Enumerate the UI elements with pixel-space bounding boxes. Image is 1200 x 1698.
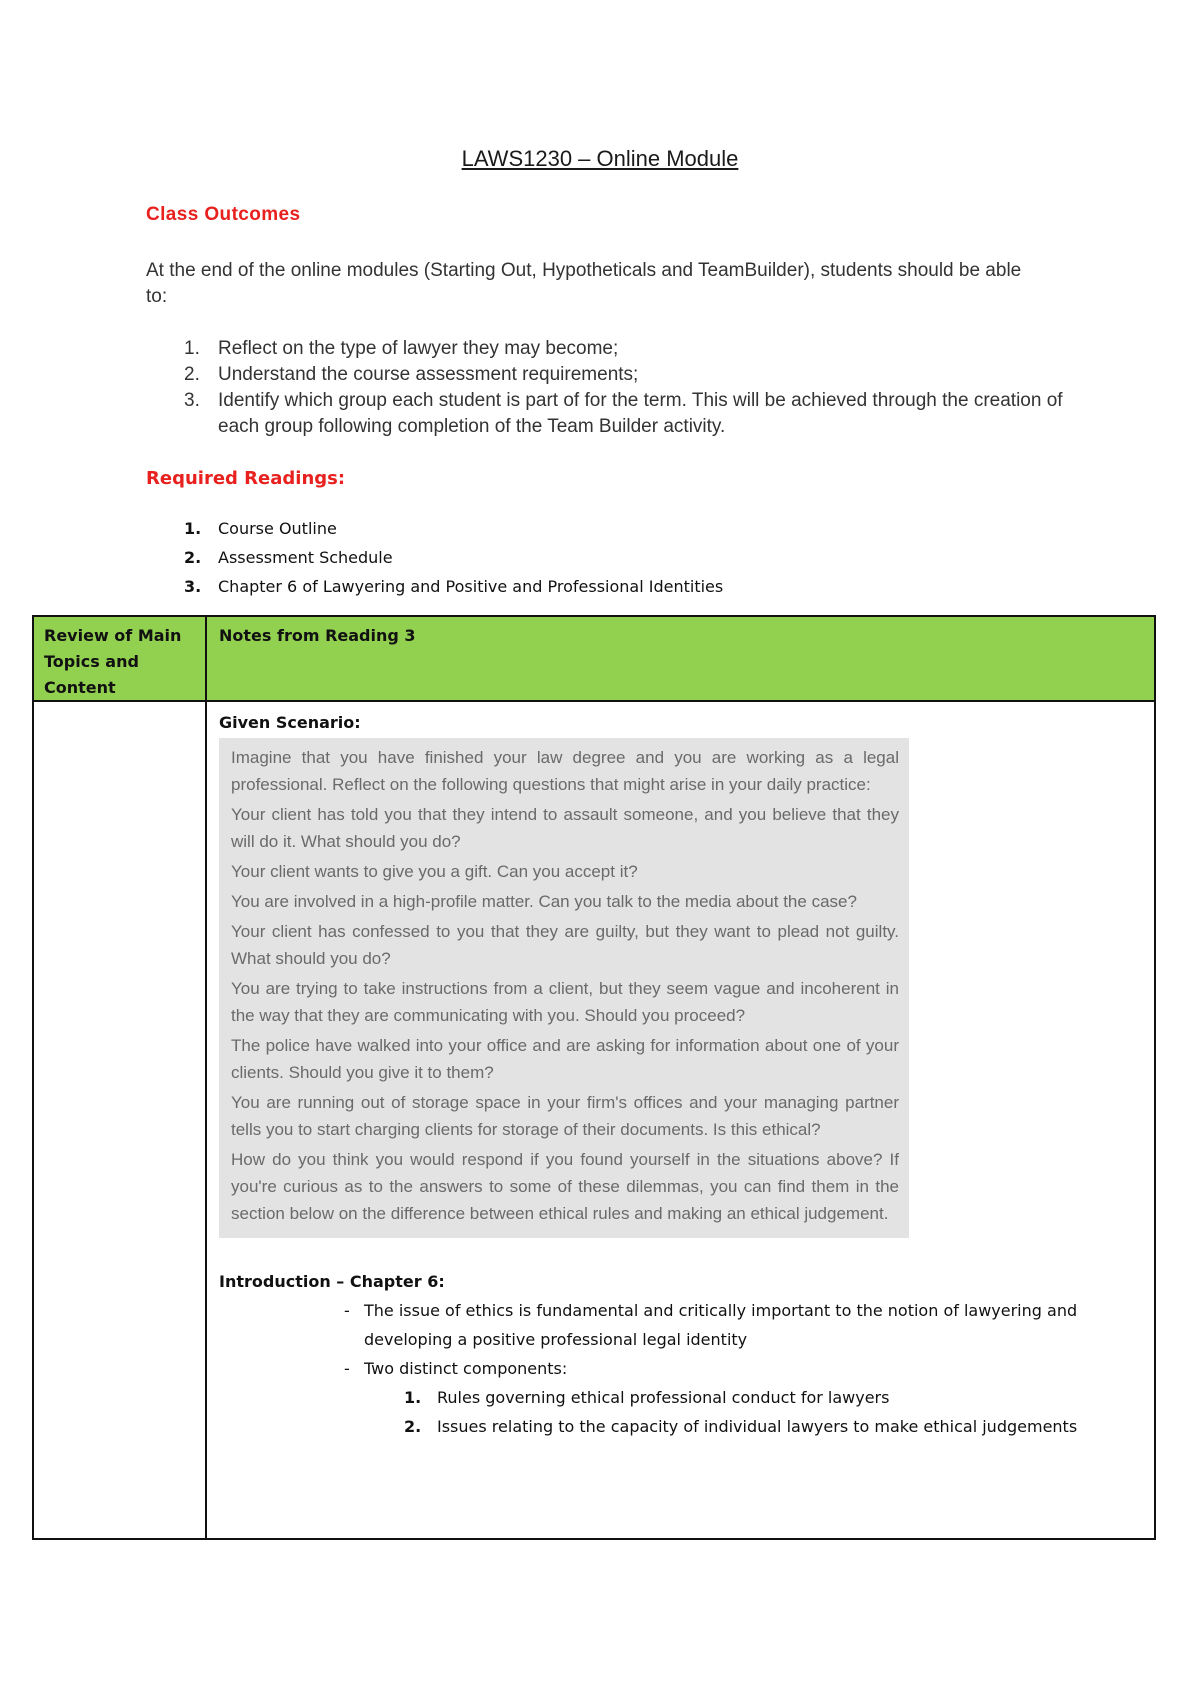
list-item — [146, 336, 1066, 362]
list-text: Identify which group each student is part of for the term. This will be achieved through the creation of each group following completion of the Team Builder activity. — [218, 390, 1063, 437]
scenario-paragraph: You are involved in a high-profile matter. Can you talk to the media about the case? — [231, 892, 857, 911]
component-item — [219, 1412, 1139, 1441]
list-number: 1. — [404, 1388, 422, 1407]
list-number: 2. — [184, 364, 200, 385]
component-item — [219, 1383, 1139, 1412]
dash-mark: - — [344, 1301, 350, 1320]
bullet-text: Two distinct components: — [364, 1359, 568, 1378]
scenario-paragraph: Your client wants to give you a gift. Can you accept it? — [231, 862, 638, 881]
class-outcomes-heading: Class Outcomes — [146, 204, 301, 225]
notes-table — [32, 615, 1156, 1540]
notes-cell — [219, 710, 1139, 1441]
list-item — [146, 388, 1066, 440]
list-text: Chapter 6 of Lawyering and Positive and Professional Identities — [218, 577, 724, 596]
scenario-title: Given Scenario: — [219, 713, 361, 732]
list-number: 1. — [184, 519, 202, 538]
list-number: 2. — [184, 548, 202, 567]
list-number: 3. — [184, 390, 200, 411]
scenario-paragraph: You are running out of storage space in your firm's offices and your managing partner tells you to start charging clients for storage of their documents. Is this ethical? — [231, 1093, 899, 1139]
header-left-cell: Review of Main Topics and Content — [44, 626, 182, 697]
list-number: 2. — [404, 1417, 422, 1436]
class-outcomes-list — [146, 336, 1066, 440]
bullet-point — [219, 1354, 1139, 1383]
scenario-paragraph: Imagine that you have finished your law degree and you are working as a legal professional. Reflect on the following questions that might arise in your daily practice: — [231, 748, 899, 794]
required-readings-list — [146, 514, 1046, 601]
scenario-paragraph: Your client has told you that they intend to assault someone, and you believe that they will do it. What should you do? — [231, 805, 899, 851]
list-text: Rules governing ethical professional conduct for lawyers — [437, 1388, 890, 1407]
scenario-paragraph: The police have walked into your office and are asking for information about one of your clients. Should you give it to them? — [231, 1036, 899, 1082]
scenario-quote-box — [219, 738, 909, 1238]
list-text: Reflect on the type of lawyer they may become; — [218, 338, 619, 359]
dash-mark: - — [344, 1359, 350, 1378]
list-item — [146, 362, 1066, 388]
required-readings-heading: Required Readings: — [146, 468, 346, 489]
bullet-point — [219, 1296, 1139, 1354]
class-outcomes-intro: At the end of the online modules (Starting Out, Hypotheticals and TeamBuilder), students should be able to: — [146, 260, 1022, 307]
scenario-paragraph: Your client has confessed to you that they are guilty, but they want to plead not guilty. What should you do? — [231, 922, 899, 968]
column-divider — [205, 617, 207, 1538]
bullet-text: The issue of ethics is fundamental and critically important to the notion of lawyering and developing a positive professional legal identity — [364, 1301, 1078, 1349]
list-item — [146, 572, 1046, 601]
scenario-paragraph: You are trying to take instructions from a client, but they seem vague and incoherent in the way that they are communicating with you. Should you proceed? — [231, 979, 899, 1025]
introduction-heading: Introduction – Chapter 6: — [219, 1272, 445, 1291]
table-header-row — [34, 617, 1154, 702]
header-right-cell: Notes from Reading 3 — [219, 626, 416, 645]
list-number: 1. — [184, 338, 200, 359]
list-item — [146, 514, 1046, 543]
list-text: Issues relating to the capacity of individual lawyers to make ethical judgements — [437, 1417, 1078, 1436]
list-text: Understand the course assessment requirements; — [218, 364, 639, 385]
list-text: Course Outline — [218, 519, 337, 538]
list-item — [146, 543, 1046, 572]
list-number: 3. — [184, 577, 202, 596]
list-text: Assessment Schedule — [218, 548, 393, 567]
document-title: LAWS1230 – Online Module — [461, 146, 739, 171]
scenario-paragraph: How do you think you would respond if you found yourself in the situations above? If you're curious as to the answers to some of these dilemmas, you can find them in the section below on the difference between ethical rules and making an ethical judgement. — [231, 1150, 899, 1223]
